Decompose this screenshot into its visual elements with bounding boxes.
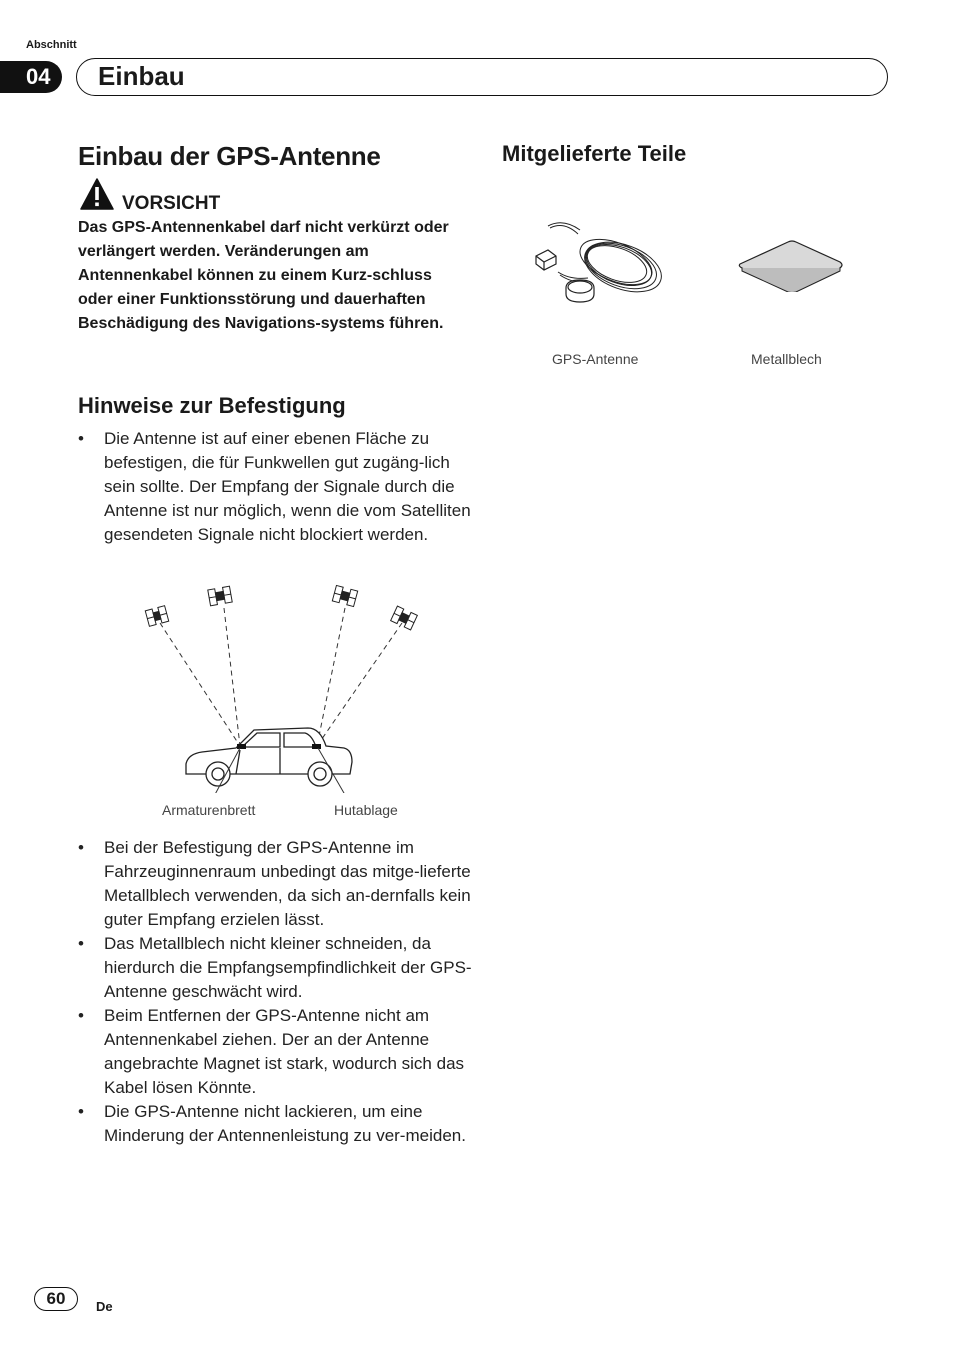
signal-line	[160, 623, 240, 746]
list-item	[78, 1004, 473, 1100]
satellite-reception-figure	[140, 578, 420, 793]
signal-line	[317, 623, 402, 746]
list-item	[78, 1100, 473, 1148]
section-banner	[76, 58, 888, 96]
list-item-text: Bei der Befestigung der GPS-Antenne im Fahrzeuginnenraum unbedingt das mitge-lieferte Metallblech verwenden, da sich an-dernfalls kein guter Empfang erzielen lässt.	[104, 838, 471, 929]
list-item	[78, 932, 473, 1004]
list-item	[78, 427, 473, 547]
part-label-metal-plate: Metallblech	[751, 351, 822, 367]
metal-plate-icon	[736, 238, 846, 292]
signal-line	[317, 608, 345, 746]
part-label-gps-antenna: GPS-Antenne	[552, 351, 639, 367]
language-code: De	[96, 1299, 113, 1314]
bullet-icon: •	[78, 1102, 84, 1121]
caution-text: Das GPS-Antennenkabel darf nicht verkürzt oder verlängert werden. Veränderungen am Antennenkabel können zu einem Kurz-schluss oder einer Funktionsstörung und dauerhaften Beschädigung des Navigations-systems führen.	[78, 219, 449, 332]
page-number: 60	[34, 1287, 78, 1311]
bullet-icon: •	[78, 429, 84, 448]
satellite-icon	[208, 586, 232, 606]
list-item-text: Die GPS-Antenne nicht lackieren, um eine Minderung der Antennenleistung zu ver-meiden.	[104, 1102, 466, 1145]
list-item	[78, 836, 473, 932]
warning-triangle-icon	[80, 178, 114, 210]
mounting-bullets-2	[78, 836, 473, 1148]
mounting-heading: Hinweise zur Befestigung	[78, 393, 346, 418]
car-icon	[186, 728, 352, 786]
section-title: Einbau	[98, 61, 185, 91]
satellite-icon	[391, 606, 418, 630]
supplied-parts-heading: Mitgelieferte Teile	[502, 141, 687, 166]
bullet-icon: •	[78, 838, 84, 857]
page-title: Einbau der GPS-Antenne	[78, 141, 381, 171]
satellite-icon	[332, 585, 357, 606]
mounting-bullets-1	[78, 427, 473, 547]
bullet-icon: •	[78, 1006, 84, 1025]
label-dashboard: Armaturenbrett	[162, 802, 256, 818]
satellite-icon	[145, 606, 168, 627]
antenna-dashboard-marker	[237, 744, 246, 749]
gps-antenna-icon	[528, 212, 670, 314]
list-item-text: Das Metallblech nicht kleiner schneiden, da hierdurch die Empfangsempfindlichkeit der GPS-Antenne geschwächt wird.	[104, 934, 472, 1001]
list-item-text: Beim Entfernen der GPS-Antenne nicht am Antennenkabel ziehen. Der an der Antenne angebrachte Magnet ist stark, wodurch sich das Kabel lösen Könnte.	[104, 1006, 465, 1097]
label-hat-shelf: Hutablage	[334, 802, 398, 818]
antenna-hatshelf-marker	[312, 744, 321, 749]
list-item-text: Die Antenne ist auf einer ebenen Fläche zu befestigen, die für Funkwellen gut zugäng-lich sein sollte. Der Empfang der Signale durch die Antenne ist nur möglich, wenn die vom Satelliten gesendeten Signale nicht blockiert werden.	[104, 429, 471, 544]
section-number-badge: 04	[0, 61, 62, 93]
section-label: Abschnitt	[26, 39, 77, 51]
bullet-icon: •	[78, 934, 84, 953]
caution-label: VORSICHT	[122, 193, 221, 214]
